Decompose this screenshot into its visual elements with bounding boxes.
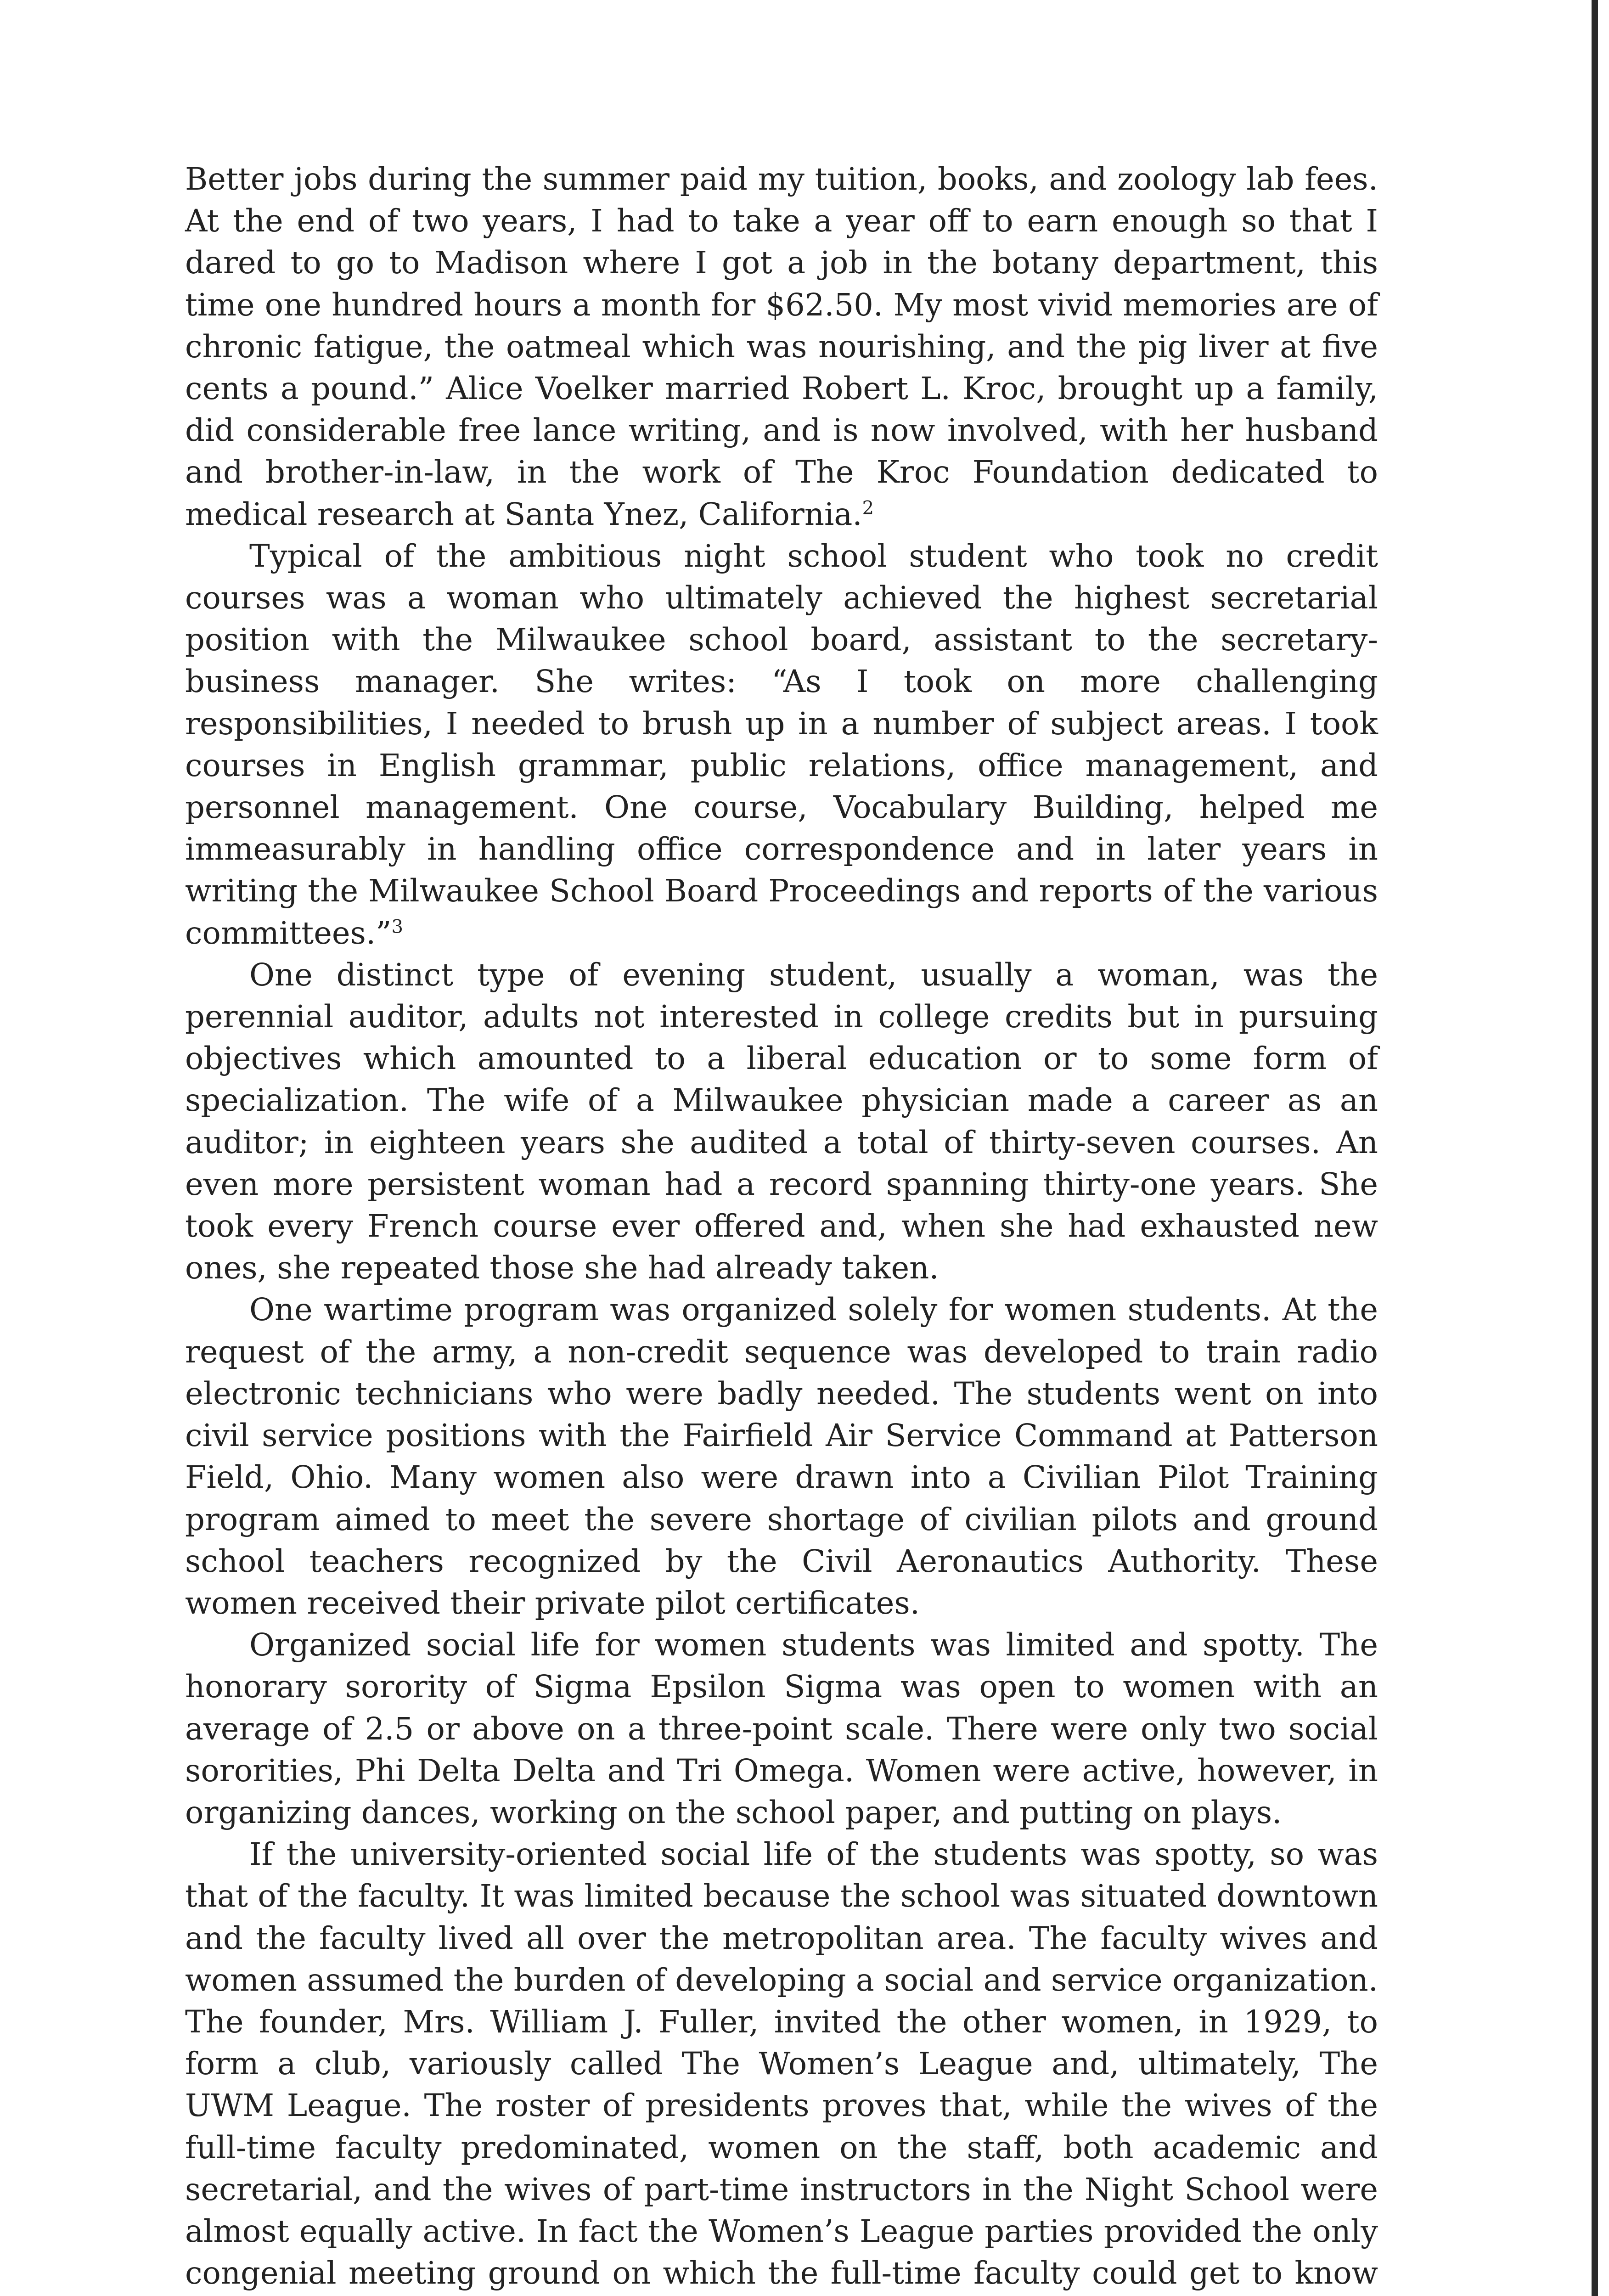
page-edge-line [1592, 0, 1598, 2296]
body-text [185, 158, 1378, 2296]
paragraph-text: Typical of the ambitious night school student who took no credit courses was a woman who ultimately achieved the highest secretarial position with the Milwaukee school board, assistant to the secretary-business manager. She writes: “As I took on more challenging responsibilities, I needed to brush up in a number of subject areas. I took courses in English grammar, public relations, office management, and personnel management. One course, Vocabulary Building, helped me immeasurably in handling office correspondence and in later years in writing the Milwaukee School Board Proceedings and reports of the various committees.” [185, 538, 1378, 951]
paragraph [185, 954, 1378, 1289]
paragraph-text: Organized social life for women students was limited and spotty. The honorary sorority of Sigma Epsilon Sigma was open to women with an average of 2.5 or above on a three-point scale. There were only two social sororities, Phi Delta Delta and Tri Omega. Women were active, however, in organizing dances, working on the school paper, and putting on plays. [185, 1627, 1378, 1830]
paragraph-continued [185, 158, 1378, 535]
footnote-marker: 2 [862, 497, 874, 519]
footnote-marker: 3 [391, 916, 403, 938]
paragraph [185, 1834, 1378, 2296]
paragraph [185, 1289, 1378, 1624]
paragraph [185, 1624, 1378, 1834]
paragraph [185, 535, 1378, 954]
paragraph-text: One wartime program was organized solely for women students. At the request of the army, a non-credit sequence was developed to train radio electronic technicians who were badly needed. The students went on into civil service positions with the Fairfield Air Service Command at Patterson Field, Ohio. Many women also were drawn into a Civilian Pilot Training program aimed to meet the severe shortage of civilian pilots and ground school teachers recognized by the Civil Aeronautics Authority. These women received their private pilot certificates. [185, 1292, 1378, 1621]
paragraph-text: If the university-oriented social life of the students was spotty, so was that of the faculty. It was limited because the school was situated downtown and the faculty lived all over the metropolitan area. The faculty wives and women assumed the burden of developing a social and service organization. The founder, Mrs. William J. Fuller, invited the other women, in 1929, to form a club, variously called The Women’s League and, ultimately, The UWM League. The roster of presidents proves that, while the wives of the full-time faculty predominated, women on the staff, both academic and secretarial, and the wives of part-time instructors in the Night School were almost equally active. In fact the Women’s League parties provided the only congenial meeting ground on which the full-time faculty could get to know [185, 1836, 1378, 2291]
paragraph-text: One distinct type of evening student, usually a woman, was the perennial auditor, adults not interested in college credits but in pursuing objectives which amounted to a liberal education or to some form of specialization. The wife of a Milwaukee physician made a career as an auditor; in eighteen years she audited a total of thirty-seven courses. An even more persistent woman had a record spanning thirty-one years. She took every French course ever offered and, when she had exhausted new ones, she repeated those she had already taken. [185, 957, 1378, 1286]
paragraph-text: Better jobs during the summer paid my tuition, books, and zoology lab fees. At the end of two years, I had to take a year off to earn enough so that I dared to go to Madison where I got a job in the botany department, this time one hundred hours a month for $62.50. My most vivid memories are of chronic fatigue, the oatmeal which was nourishing, and the pig liver at five cents a pound.” Alice Voelker married Robert L. Kroc, brought up a family, did considerable free lance writing, and is now involved, with her husband and brother-in-law, in the work of The Kroc Foundation dedicated to medical research at Santa Ynez, California. [185, 161, 1378, 532]
